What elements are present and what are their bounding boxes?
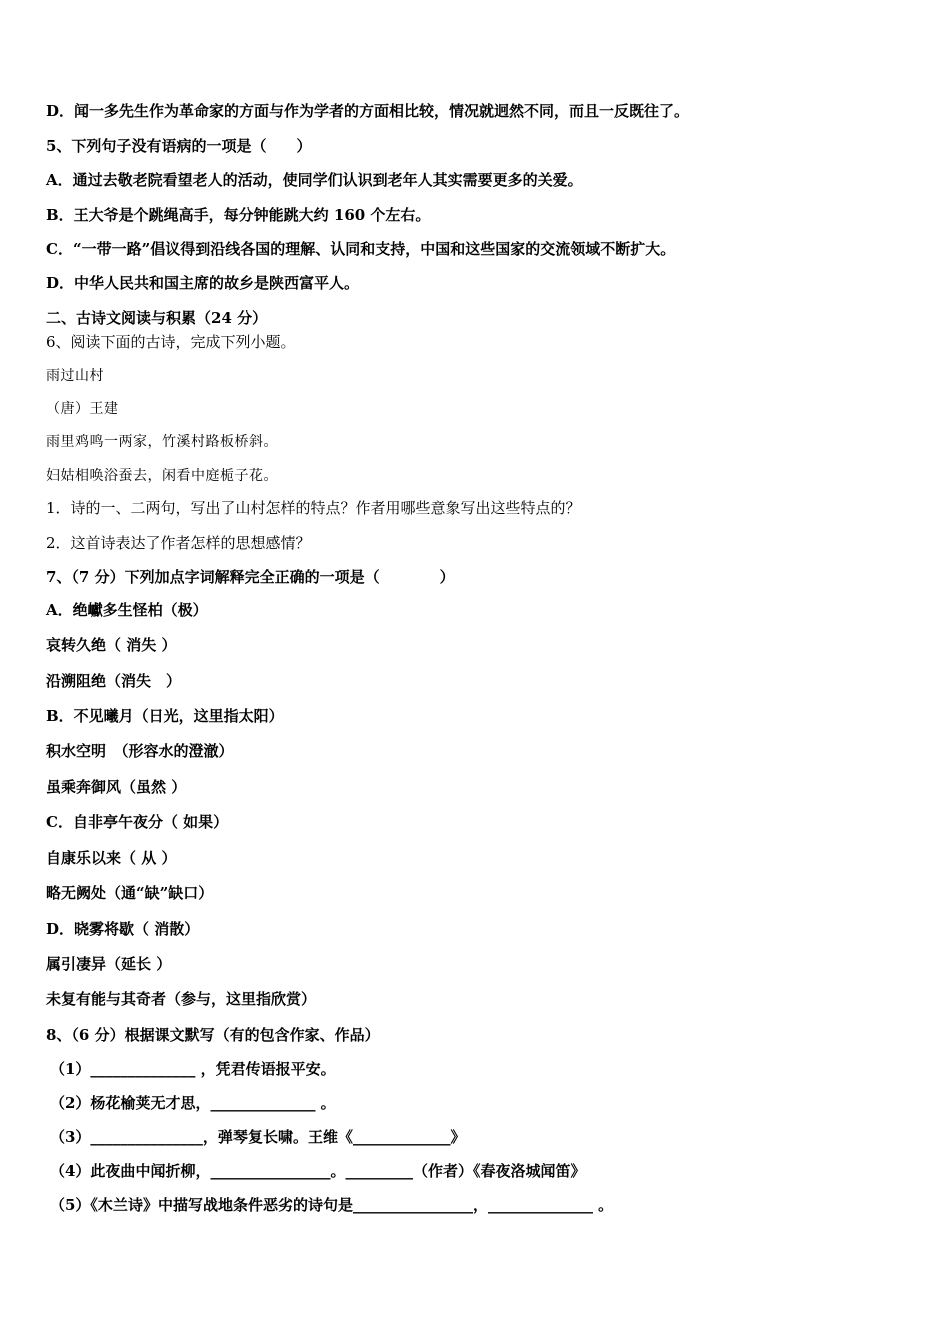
poem-author: （唐）王建 — [46, 401, 119, 417]
q8-item-1: （1）______________ ，凭君传语报平安。 — [50, 1060, 336, 1078]
q7-option-d: D．晓雾将歇（ 消散） — [46, 920, 200, 938]
q7-option-c: C．自非亭午夜分（ 如果） — [46, 813, 229, 831]
q7-option-a-2: 哀转久绝（ 消失 ） — [46, 636, 177, 654]
poem-line-2: 妇姑相唤浴蚕去，闲看中庭栀子花。 — [46, 468, 278, 484]
q7-option-c-2: 自康乐以来（ 从 ） — [46, 849, 177, 867]
q8-stem: 8、（6 分）根据课文默写（有的包含作家、作品） — [46, 1026, 380, 1044]
q7-option-b-3: 虽乘奔御风（虽然 ） — [46, 778, 187, 796]
q7-option-a: A．绝巘多生怪柏（极） — [46, 601, 208, 619]
q8-item-3: （3）_______________，弹琴复长啸。王维《_____________》 — [50, 1128, 466, 1146]
q8-item-2: （2）杨花榆荚无才思，______________ 。 — [50, 1094, 336, 1112]
q7-stem: 7、（7 分）下列加点字词解释完全正确的一项是（ ） — [46, 568, 455, 586]
q7-option-d-3: 未复有能与其奇者（参与，这里指欣赏） — [46, 990, 317, 1008]
q5-stem: 5、下列句子没有语病的一项是（ ） — [46, 137, 312, 155]
q6-subquestion-1: 1．诗的一、二两句，写出了山村怎样的特点？作者用哪些意象写出这些特点的？ — [46, 499, 581, 517]
q8-item-4: （4）此夜曲中闻折柳，________________。_________（作者）《春夜洛城闻笛》 — [50, 1162, 586, 1180]
q6-subquestion-2: 2．这首诗表达了作者怎样的思想感情？ — [46, 534, 311, 552]
poem-line-1: 雨里鸡鸣一两家，竹溪村路板桥斜。 — [46, 434, 278, 450]
q7-option-a-3: 沿溯阻绝（消失 ） — [46, 672, 182, 690]
q6-stem: 6、阅读下面的古诗，完成下列小题。 — [46, 333, 296, 351]
q5-option-d: D．中华人民共和国主席的故乡是陕西富平人。 — [46, 274, 360, 292]
q4-option-d: D．闻一多先生作为革命家的方面与作为学者的方面相比较，情况就迥然不同，而且一反既往了。 — [46, 102, 690, 120]
q5-option-a: A．通过去敬老院看望老人的活动，使同学们认识到老年人其实需要更多的关爱。 — [46, 171, 583, 189]
q8-item-5: （5）《木兰诗》中描写战地条件恶劣的诗句是________________，______________ 。 — [50, 1196, 614, 1214]
q7-option-b-2: 积水空明 （形容水的澄澈） — [46, 742, 234, 760]
section2-heading: 二、古诗文阅读与积累（24 分） — [46, 309, 268, 327]
q5-option-c: C．“一带一路”倡议得到沿线各国的理解、认同和支持，中国和这些国家的交流领域不断扩大。 — [46, 240, 676, 258]
poem-title: 雨过山村 — [46, 368, 104, 384]
q7-option-d-2: 属引凄异（延长 ） — [46, 955, 172, 973]
q5-option-b: B．王大爷是个跳绳高手，每分钟能跳大约 160 个左右。 — [46, 206, 431, 224]
q7-option-b: B．不见曦月（日光，这里指太阳） — [46, 707, 284, 725]
q7-option-c-3: 略无阙处（通“缺”缺口） — [46, 884, 214, 902]
